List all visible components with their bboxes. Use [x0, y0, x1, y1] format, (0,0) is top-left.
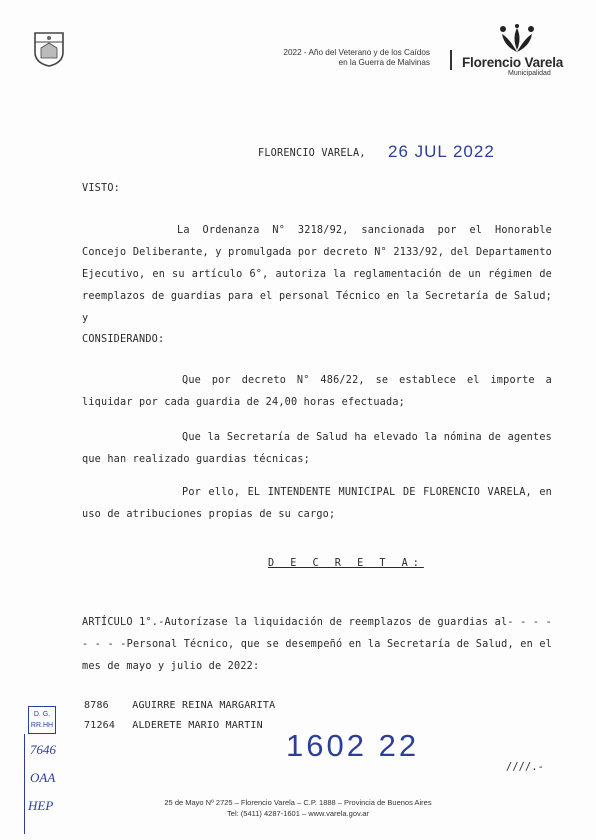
visto-label: VISTO:	[82, 183, 121, 194]
visto-paragraph: La Ordenanza N° 3218/92, sancionada por el Honorable Concejo Deliberante, y promulgada por decreto N° 2133/92, del Departamento Ejecutivo, en su artículo 6°, autoriza la reglamentación de un régimen de reemplazos de guardias para el personal Técnico en la Secretaría de Salud; y	[82, 225, 552, 324]
agent-name: ALDERETE MARIO MARTIN	[132, 720, 263, 731]
considerando-paragraph-2: Que la Secretaría de Salud ha elevado la nómina de agentes que han realizado guardias técnicas;	[82, 432, 552, 465]
rrhh-stamp-box	[28, 706, 56, 734]
rrhh-stamp-line-1: D. G.	[33, 711, 51, 718]
agent-code: 8786	[84, 700, 109, 711]
footer-contact: Tel: (5411) 4287-1601 – www.varela.gov.ar	[227, 809, 369, 818]
florencio-varela-logo-icon	[494, 24, 540, 54]
considerando-paragraph-1: Que por decreto N° 486/22, se establece el importe a liquidar por cada guardia de 24,00 horas efectuada;	[82, 375, 552, 408]
document-place: FLORENCIO VARELA,	[258, 148, 366, 159]
agent-code: 71264	[84, 720, 116, 731]
brand-name: Florencio Varela	[462, 55, 564, 70]
motto-line-1: 2022 - Año del Veterano y de los Caídos	[283, 48, 430, 57]
date-stamp: 26 JUL 2022	[388, 142, 495, 161]
municipal-shield-icon	[32, 30, 66, 68]
agent-name: AGUIRRE REINA MARGARITA	[132, 700, 276, 711]
handwritten-initial: OAA	[30, 770, 56, 785]
brand-subtitle: Municipalidad	[508, 70, 551, 77]
articulo-1-paragraph: ARTÍCULO 1°.-Autorízase la liquidación de reemplazos de guardias al- - - - - - - -Personal Técnico, que se desempeñó en la Secretaría de Salud, en el mes de mayo y julio de 2022:	[82, 617, 552, 672]
decree-number-stamp: 1602 22	[286, 728, 420, 763]
considerando-paragraph-3: Por ello, EL INTENDENTE MUNICIPAL DE FLORENCIO VARELA, en uso de atribuciones propias de su cargo;	[82, 487, 552, 520]
handwritten-initial: HEP	[28, 798, 54, 813]
handwritten-initial: 7646	[30, 742, 56, 757]
rrhh-stamp-line-2: RR.HH	[30, 722, 54, 729]
considerando-label: CONSIDERANDO:	[82, 334, 165, 345]
agent-row	[84, 720, 263, 731]
agent-row	[84, 700, 275, 711]
header-divider	[450, 50, 452, 70]
motto-line-2: en la Guerra de Malvinas	[338, 58, 430, 67]
end-mark: ////.-	[506, 762, 545, 773]
decreta-heading: D E C R E T A:	[268, 558, 424, 569]
header-motto	[283, 48, 430, 68]
footer-address: 25 de Mayo Nº 2725 – Florencio Varela – C.P. 1888 – Provincia de Buenos Aires	[164, 798, 432, 807]
